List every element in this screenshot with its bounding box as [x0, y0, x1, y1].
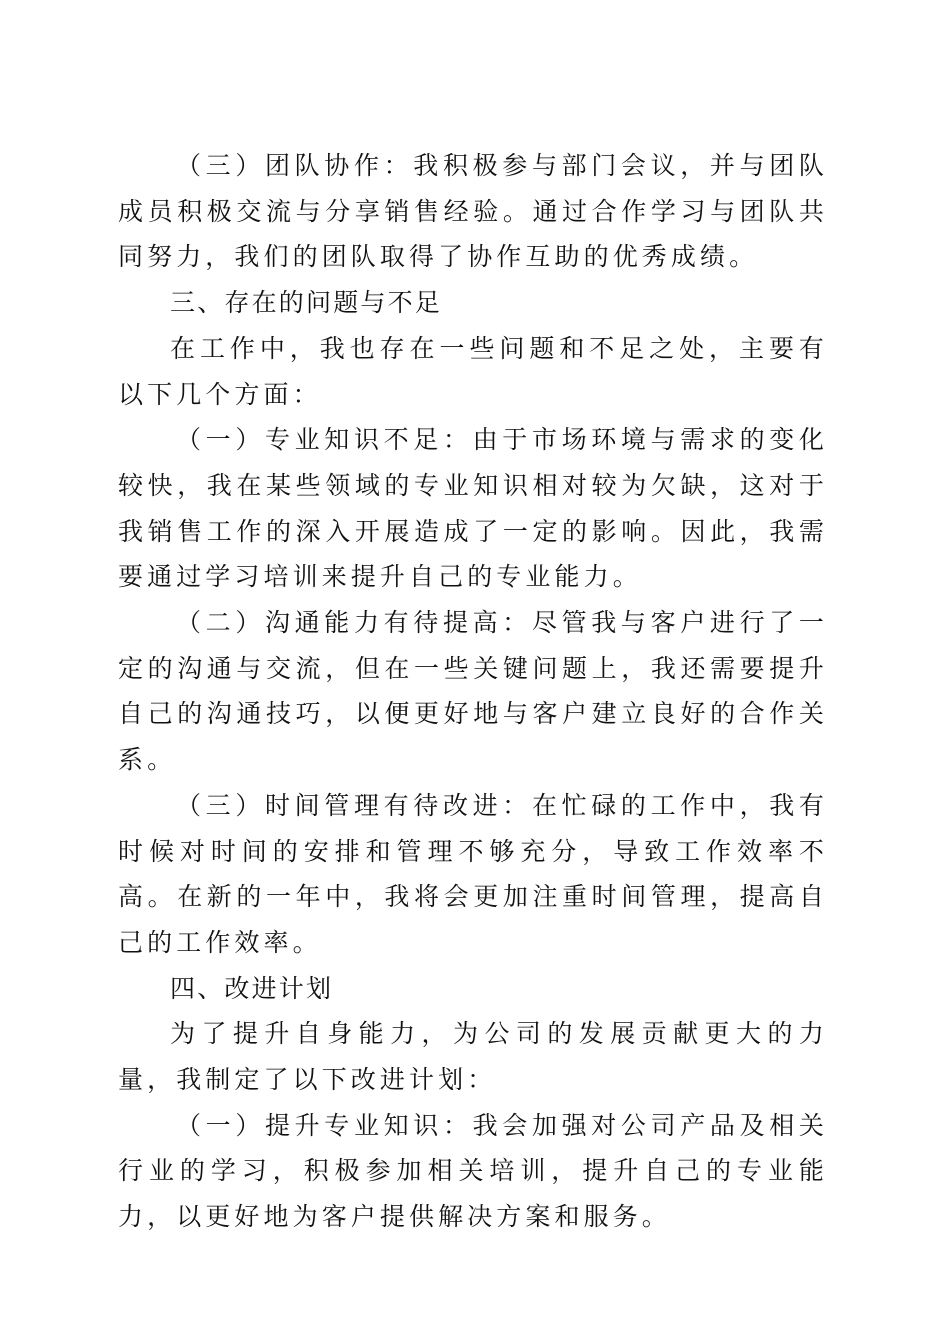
paragraph-team-collaboration: （三）团队协作：我积极参与部门会议，并与团队成员积极交流与分享销售经验。通过合作学习与团队共同努力，我们的团队取得了协作互助的优秀成绩。	[118, 151, 828, 272]
paragraph-knowledge-gap: （一）专业知识不足：由于市场环境与需求的变化较快，我在某些领域的专业知识相对较为欠缺，这对于我销售工作的深入开展造成了一定的影响。因此，我需要通过学习培训来提升自己的专业能力。	[118, 425, 828, 592]
paragraph-problems-intro: 在工作中，我也存在一些问题和不足之处，主要有以下几个方面：	[118, 333, 828, 409]
paragraph-improve-knowledge: （一）提升专业知识：我会加强对公司产品及相关行业的学习，积极参加相关培训，提升自己的专业能力，以更好地为客户提供解决方案和服务。	[118, 1110, 828, 1232]
section-heading-problems: 三、存在的问题与不足	[170, 288, 443, 318]
paragraph-plan-intro: 为了提升自身能力，为公司的发展贡献更大的力量，我制定了以下改进计划：	[118, 1019, 828, 1095]
paragraph-time-management: （三）时间管理有待改进：在忙碌的工作中，我有时候对时间的安排和管理不够充分，导致工作效率不高。在新的一年中，我将会更加注重时间管理，提高自己的工作效率。	[118, 790, 828, 957]
section-heading-improvement-plan: 四、改进计划	[170, 973, 334, 1003]
paragraph-communication: （二）沟通能力有待提高：尽管我与客户进行了一定的沟通与交流，但在一些关键问题上，我还需要提升自己的沟通技巧，以便更好地与客户建立良好的合作关系。	[118, 608, 828, 775]
document-page	[118, 143, 828, 1240]
